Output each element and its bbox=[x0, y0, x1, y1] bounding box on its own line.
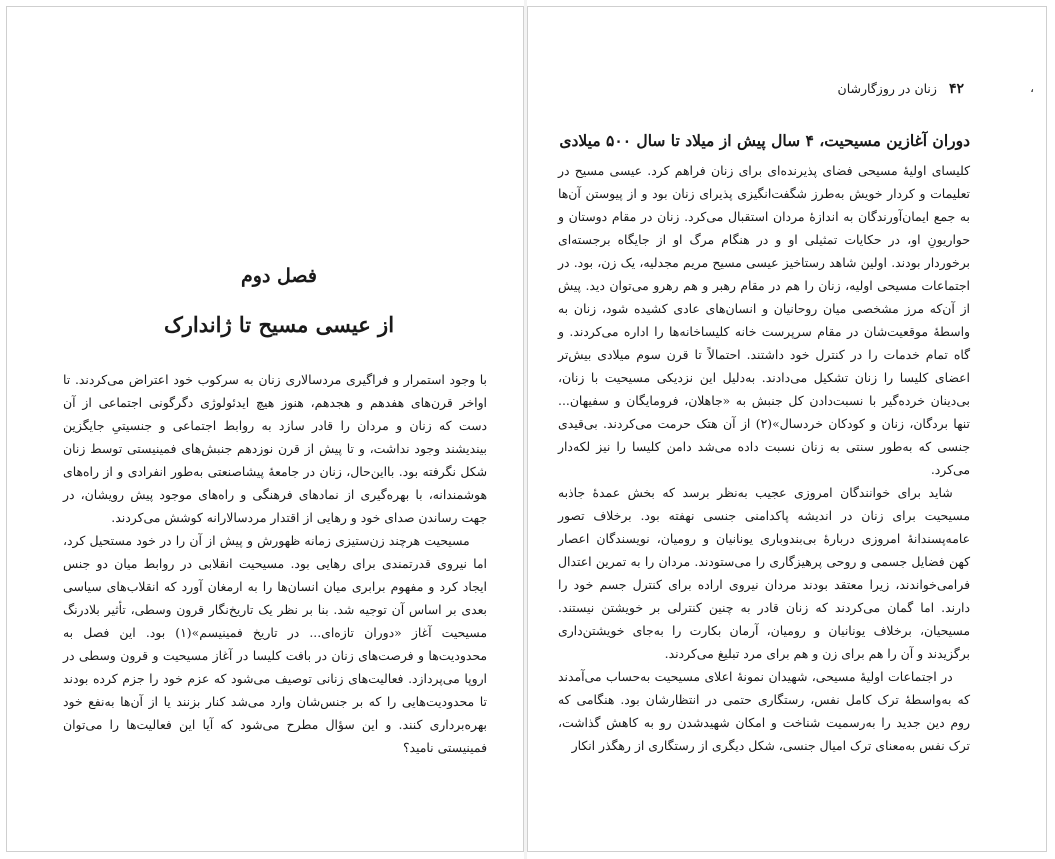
page-number: ۴۲ bbox=[948, 81, 964, 97]
margin-mark: ، bbox=[1030, 81, 1034, 95]
section-title: دوران آغازین مسیحیت، ۴ سال پیش از میلاد تا سال ۵۰۰ میلادی bbox=[559, 131, 970, 150]
left-paragraph-1: با وجود استمرار و فراگیری مردسالاری زنان به سرکوب خود اعتراض می‌کردند. تا اواخر قرن‌های هفدهم و هجدهم، هنوز هیچ ایدئولوژی دگرگونی اجتماعی از آن دست که زنان و مردان را قادر سازد به روابط اجتماعی و جنسیتیِ جایگزین بیندیشند وجود نداشت، و تا پیش از قرن نوزدهم جنبش‌های فمینیستی توسط زنان شکل نگرفته بود. بااین‌حال، زنان در جامعهٔ پیشاصنعتی به‌طور انفرادی و از راه‌های هوشمندانه، با بهره‌گیری از نمادهای فرهنگی و راه‌های موجود پیش رویشان، در جهت رساندن صدای خود و رهایی از اقتدار مردسالارانه کوشش می‌کردند. bbox=[63, 372, 487, 525]
left-page bbox=[6, 6, 524, 852]
left-page-body bbox=[63, 368, 487, 759]
right-page-body bbox=[558, 159, 970, 757]
right-page bbox=[527, 6, 1047, 852]
right-paragraph-3: در اجتماعات اولیهٔ مسیحی، شهیدان نمونهٔ اعلای مسیحیت به‌حساب می‌آمدند که به‌واسطهٔ ترک کامل نفس، رستگاری حتمی در انتظارشان بود. هنگامی که روم دین جدید را به‌رسمیت شناخت و امکان شهیدشدن رو به کاهش گذاشت، ترک نفس به‌معنای ترک امیال جنسی، شکل دیگری از رستگاری از رهگذر انکار bbox=[558, 669, 970, 753]
right-paragraph-2: شاید برای خوانندگان امروزی عجیب به‌نظر برسد که بخش عمدهٔ جاذبه مسیحیت برای زنان در اندیشه پاکدامنی جنسی نهفته بود. برخلاف تصور عامه‌پسندانهٔ امروزی دربارهٔ بی‌بندوباری یونانیان و رومیان، نویسندگان اعصار کهن فضایل جسمی و روحی پرهیزگاری را می‌ستودند. مردان را به تمرین اعتدال فرامی‌خواندند، زیرا معتقد بودند مردان نیروی اراده برای کنترل جسم خود را دارند. اما گمان می‌کردند که زنان قادر به چنین کنترلی بر خویشتن نیستند. مسیحیان، برخلاف یونانیان و رومیان، آرمان بکارت را به‌جای خویشتن‌داری برگزیدند و آن را هم برای زن و هم برای مرد تبلیغ می‌کردند. bbox=[558, 485, 970, 661]
chapter-label: فصل دوم bbox=[241, 265, 317, 287]
running-head bbox=[837, 81, 1034, 97]
running-title: زنان در روزگارشان bbox=[837, 81, 937, 96]
chapter-title: از عیسی مسیح تا ژاندارک bbox=[163, 312, 395, 337]
left-paragraph-2: مسیحیت هرچند زن‌ستیزی زمانه ظهورش و پیش از آن را در خود مستحیل کرد، اما نیروی قدرتمندی برای رهایی بود. مسیحیت انقلابی در روابط میان دو جنس ایجاد کرد و مفهوم برابری میان انسان‌ها را به ارمغان آورد که انقلاب‌های سیاسی بعدی بر اساس آن توجیه شد. بنا بر نظر یک تاریخ‌نگار قرون وسطی، تأثیر بلادرنگ مسیحیت آغاز «دوران تازه‌ای... در تاریخ فمینیسم»(۱) بود. این فصل به محدودیت‌ها و فرصت‌های زنان در بافت کلیسا در آغاز مسیحیت و قرون وسطی در اروپا می‌پردازد. فعالیت‌های زنانی توصیف می‌شود که عزم خود را جزم کرده بودند تا محدودیت‌هایی را که بر جنس‌شان وارد می‌شد کنار بزنند یا از آن‌ها به‌نفع خود بهره‌برداری کنند. و این سؤال مطرح می‌شود که آیا این فعالیت‌ها را می‌توان فمینیستی نامید؟ bbox=[63, 533, 487, 755]
right-paragraph-1: کلیسای اولیهٔ مسیحی فضای پذیرنده‌ای برای زنان فراهم کرد. عیسی مسیح در تعلیمات و کردار خویش به‌طرز شگفت‌انگیزی پذیرای زنان بود و از پیوستن آن‌ها به جمع ایمان‌آورندگان به اندازهٔ مردان استقبال می‌کرد. زنان در مقام دوستان و حواریونِ او، در حکایات تمثیلی او و در هنگام مرگ او از جایگاه برجسته‌ای برخوردار بودند. اولین شاهد رستاخیز عیسی مسیح مریم مجدلیه، یک زن، بود. در اجتماعات مسیحی اولیه، زنان را هم در مقام رهبر و هم رهرو می‌توان دید. پیش از آن‌که مرز مشخصی میان روحانیان و انسان‌های عادی کشیده شود، زنان به واسطهٔ موقعیت‌شان در مقام سرپرست خانه کلیساخانه‌ها را اداره می‌کردند. و گاه تمام خدمات را در کنترل خود داشتند. احتمالاً تا قرن سوم میلادی بیش‌تر اعضای کلیسا را زنان تشکیل می‌دادند. به‌دلیل این نزدیکی مسیحیت با زنان، بی‌دینان خرده‌گیر با نسبت‌دادن کل جنبش به «جاهلان، فرومایگان و سفیهان... تنها بردگان، زنان و کودکان خردسال»(۲) از آن هتک حرمت می‌کردند. بی‌قیدی جنسی که به‌طور سنتی به زنان نسبت داده می‌شد دامن کلیسا را نیز لکه‌دار می‌کرد. bbox=[558, 163, 970, 477]
